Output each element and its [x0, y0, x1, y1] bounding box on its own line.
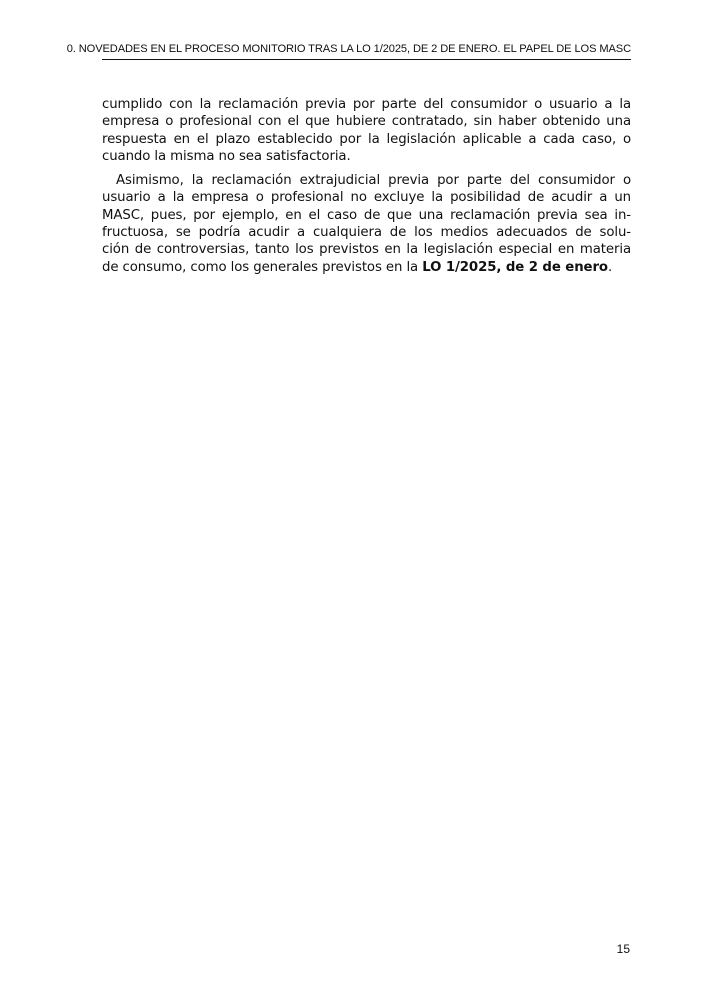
paragraph-line: empresa o profesional con el que hubiere contratado, sin haber obtenido una: [102, 114, 631, 130]
running-header-title: 0. NOVEDADES EN EL PROCESO MONITORIO TRAS LA LO 1/2025, DE 2 DE ENERO. EL PAPEL DE LOS MASC: [66, 43, 631, 55]
paragraph-line: Asimismo, la reclamación extrajudicial previa por parte del consumidor o: [116, 173, 631, 189]
paragraph-1: [102, 96, 631, 165]
paragraph-line: usuario a la empresa o profesional no excluye la posibilidad de acudir a un: [102, 190, 631, 206]
paragraph-line: MASC, pues, por ejemplo, en el caso de que una reclamación previa sea in-: [102, 207, 631, 223]
paragraph-last-line: [102, 259, 631, 276]
body-text: [102, 96, 631, 276]
paragraph-line: ción de controversias, tanto los previstos en la legislación especial en materia: [102, 242, 631, 258]
paragraph-2: [102, 172, 631, 276]
paragraph-line: cuando la misma no sea satisfactoria.: [102, 148, 351, 164]
paragraph-line: fructuosa, se podría acudir a cualquiera de los medios adecuados de solu-: [102, 225, 631, 241]
page-number: 15: [616, 942, 630, 956]
paragraph-line: respuesta en el plazo establecido por la legislación aplicable a cada caso, o: [102, 131, 631, 147]
paragraph-text: .: [607, 259, 613, 275]
paragraph-line: cumplido con la reclamación previa por parte del consumidor o usuario a la: [102, 97, 631, 112]
law-reference: LO 1/2025, de 2 de enero: [422, 259, 608, 275]
running-header: [66, 40, 631, 60]
paragraph-text: de consumo, como los generales previstos en la: [102, 259, 423, 275]
